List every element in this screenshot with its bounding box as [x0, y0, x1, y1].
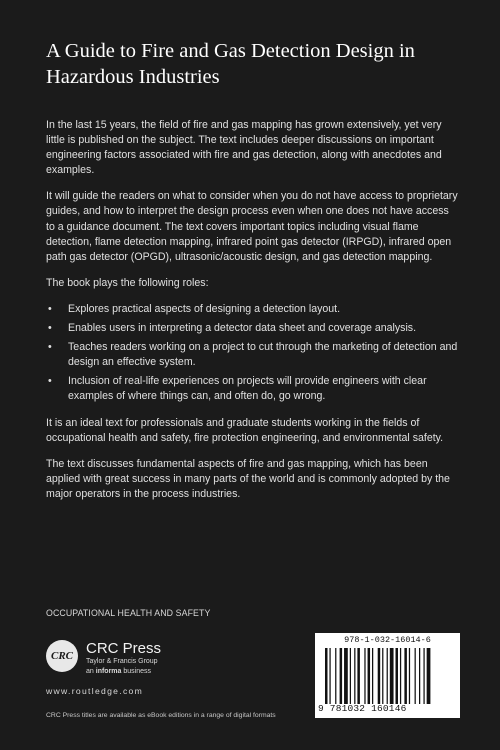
- barcode-bar: [390, 648, 394, 704]
- roles-list: [46, 302, 458, 405]
- barcode-bar: [329, 648, 330, 704]
- subject-category: OCCUPATIONAL HEALTH AND SAFETY: [46, 608, 211, 618]
- isbn-barcode: [315, 633, 460, 718]
- barcode-bar: [325, 648, 328, 704]
- publisher-website[interactable]: www.routledge.com: [46, 686, 144, 696]
- barcode-bar: [423, 648, 424, 704]
- isbn-label: 978-1-032-16014-6: [344, 635, 431, 645]
- barcode-bar: [354, 648, 355, 704]
- ebook-note: CRC Press titles are available as eBook editions in a range of digital formats: [46, 712, 276, 719]
- list-item: • Inclusion of real-life experiences on projects will provide engineers with clear examples of where things can, and often do, go wrong.: [46, 374, 458, 404]
- barcode-bar: [368, 648, 371, 704]
- paragraph-topics: It will guide the readers on what to consider when you do not have access to proprietary guides, and how to interpret the design process even when one does not have access to a guidance document. The text covers important topics including visual flame detection, flame detection mapping, infrared point gas detector (IRPGD), infrared open path gas detector (OPGD), ultrasonic/acoustic design, and gas detection mapping.: [46, 190, 458, 263]
- barcode-bar: [387, 648, 388, 704]
- paragraph-audience: It is an ideal text for professionals and graduate students working in the fields of occupational health and safety, fire protection engineering, and environmental safety.: [46, 416, 444, 444]
- barcode-bar: [335, 648, 336, 704]
- isbn-digits: 9 781032 160146: [318, 703, 407, 714]
- barcode-bar: [344, 648, 348, 704]
- barcode-bar: [400, 648, 401, 704]
- barcode-bar: [350, 648, 351, 704]
- barcode-bar: [340, 648, 343, 704]
- barcode-bar: [419, 648, 420, 704]
- barcode-bar: [404, 648, 407, 704]
- barcode-bar: [378, 648, 381, 704]
- barcode-bar: [396, 648, 399, 704]
- paragraph-summary: The text discusses fundamental aspects of fire and gas mapping, which has been applied with great success in many parts of the world and is commonly adopted by the major operators in the process industries.: [46, 457, 450, 500]
- barcode-bar: [427, 648, 431, 704]
- informa-line: [86, 668, 151, 675]
- book-title: A Guide to Fire and Gas Detection Design in Hazardous Industries: [46, 40, 415, 88]
- barcode-bar: [372, 648, 373, 704]
- paragraph-roles-lead: The book plays the following roles:: [46, 276, 209, 289]
- informa-prefix: an: [86, 668, 94, 675]
- barcode-bar: [382, 648, 383, 704]
- publisher-logo: [46, 640, 246, 680]
- barcode-bars: [325, 648, 453, 704]
- barcode-bar: [409, 648, 410, 704]
- list-item: • Teaches readers working on a project to cut through the marketing of detection and design an effective system.: [46, 340, 458, 370]
- back-cover-text: [46, 118, 458, 513]
- barcode-bar: [364, 648, 365, 704]
- informa-suffix: business: [123, 668, 152, 675]
- publisher-group: Taylor & Francis Group: [86, 658, 158, 665]
- list-item: • Explores practical aspects of designing a detection layout.: [46, 302, 458, 317]
- list-item: • Enables users in interpreting a detector data sheet and coverage analysis.: [46, 321, 458, 336]
- publisher-name: CRC Press: [86, 640, 162, 657]
- barcode-bar: [357, 648, 360, 704]
- paragraph-intro: In the last 15 years, the field of fire and gas mapping has grown extensively, yet very little is published on the subject. The text includes deeper discussions on important engineering factors associated with fire and gas detection, along with anecdotes and examples.: [46, 119, 442, 177]
- barcode-bar: [415, 648, 416, 704]
- crc-logo-icon: CRC: [46, 640, 78, 672]
- informa-brand: informa: [95, 668, 122, 675]
